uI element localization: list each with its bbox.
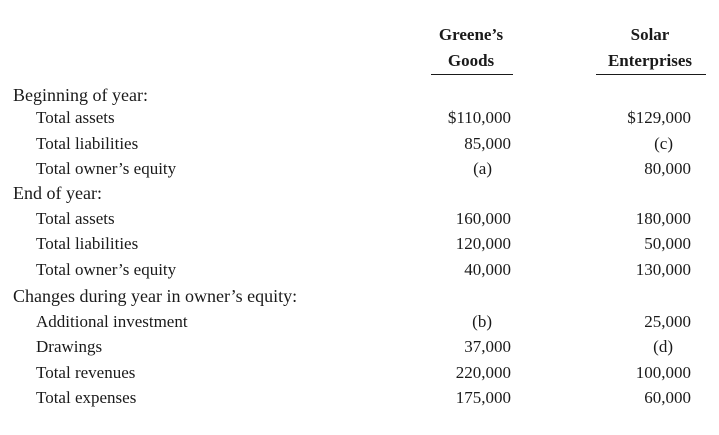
value-solar-enterprises: (d) [653, 337, 673, 356]
table-row [0, 336, 719, 358]
value-greenes-goods: 120,000 [455, 234, 511, 253]
value-greenes-goods: 220,000 [455, 363, 511, 382]
value-solar-enterprises: 180,000 [635, 209, 691, 228]
table-row [0, 362, 719, 384]
row-label: Total revenues [36, 363, 136, 382]
value-solar-enterprises: 25,000 [644, 312, 691, 331]
section-heading-row [0, 182, 719, 204]
value-greenes-goods: 175,000 [455, 388, 511, 407]
section-heading: Changes during year in owner’s equity: [13, 286, 298, 306]
column-header-underline [596, 74, 706, 75]
row-label: Total owner’s equity [36, 159, 177, 178]
value-greenes-goods: (a) [473, 159, 492, 178]
section-heading: End of year: [13, 183, 102, 203]
table-row [0, 158, 719, 180]
value-greenes-goods: $110,000 [447, 108, 511, 127]
value-greenes-goods: 160,000 [455, 209, 511, 228]
value-greenes-goods: 40,000 [464, 260, 511, 279]
section-heading-row [0, 84, 719, 106]
value-solar-enterprises: 100,000 [635, 363, 691, 382]
column-header-line1: Greene’s [438, 25, 504, 44]
value-greenes-goods: 85,000 [464, 134, 511, 153]
value-solar-enterprises: 50,000 [644, 234, 691, 253]
column-header-line2: Goods [447, 51, 495, 70]
row-label: Additional investment [36, 312, 188, 331]
column-header-line2: Enterprises [607, 51, 693, 70]
row-label: Total liabilities [36, 134, 139, 153]
value-greenes-goods: 37,000 [464, 337, 511, 356]
row-label: Total assets [36, 209, 115, 228]
table-row [0, 133, 719, 155]
row-label: Total liabilities [36, 234, 139, 253]
section-heading-row [0, 285, 719, 307]
table-row [0, 107, 719, 129]
table-row [0, 233, 719, 255]
row-label: Total assets [36, 108, 115, 127]
column-header-underline [431, 74, 513, 75]
section-heading: Beginning of year: [13, 85, 148, 105]
row-label: Total owner’s equity [36, 260, 177, 279]
table-row [0, 311, 719, 333]
table-row [0, 208, 719, 230]
table-row [0, 387, 719, 409]
value-solar-enterprises: 130,000 [635, 260, 691, 279]
value-solar-enterprises: $129,000 [627, 108, 691, 127]
column-header-greenes-goods [426, 22, 516, 74]
value-solar-enterprises: 60,000 [644, 388, 691, 407]
row-label: Drawings [36, 337, 103, 356]
value-greenes-goods: (b) [472, 312, 492, 331]
value-solar-enterprises: 80,000 [644, 159, 691, 178]
column-header-line1: Solar [630, 25, 670, 44]
row-label: Total expenses [36, 388, 137, 407]
value-solar-enterprises: (c) [654, 134, 673, 153]
column-header-solar-enterprises [594, 22, 706, 74]
table-row [0, 259, 719, 281]
